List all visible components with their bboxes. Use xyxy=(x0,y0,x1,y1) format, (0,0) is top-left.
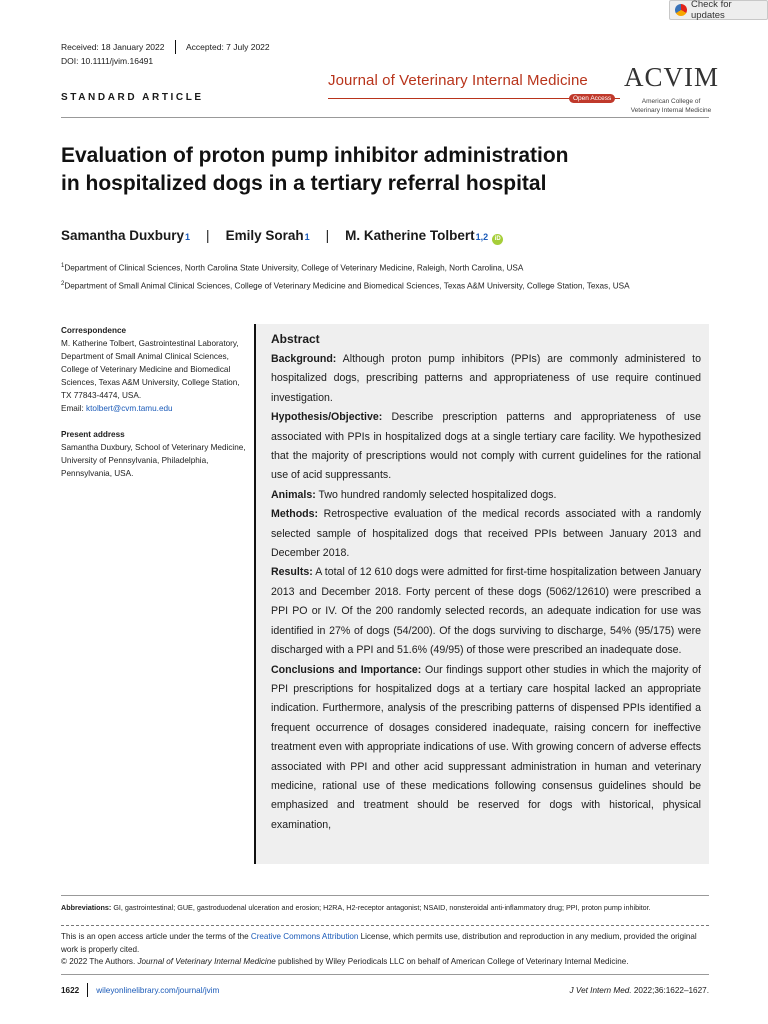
page-footer xyxy=(61,983,709,997)
author-separator: | xyxy=(325,228,330,243)
citation-details: 2022;36:1622–1627. xyxy=(631,985,709,995)
abstract-section-text: Our findings support other studies in which the majority of PPI prescriptions for hospitalized dogs at a tertiary care hospital lacked an appropriate indication. Furthermore, analysis of the prescribing patterns of dispensed PPIs identified a frequent occurrence of dosages considered inadequate, raising concern for ineffective treatment even with appropriate indications of use. With growing concern of adverse effects associated with PPI and other acid suppressant administration in human and veterinary medicine, rational use of these medications following consensus guidelines should be emphasized and treatment should be reserved for dogs with historical, physical examination, xyxy=(271,663,701,831)
author-name[interactable]: M. Katherine Tolbert xyxy=(345,228,475,243)
check-for-updates-button[interactable] xyxy=(669,0,768,20)
received-date: Received: 18 January 2022 xyxy=(61,42,165,52)
affiliation-number: 2 xyxy=(61,281,65,287)
title-line-2: in hospitalized dogs in a tertiary referral hospital xyxy=(61,172,547,195)
orcid-icon[interactable]: iD xyxy=(492,234,503,245)
author-affiliation-ref[interactable]: 1 xyxy=(185,232,191,242)
dates-row xyxy=(61,40,270,54)
abstract-section xyxy=(271,350,701,408)
author-affiliation-ref[interactable]: 1,2 xyxy=(475,232,489,242)
copyright-pre: © 2022 The Authors. xyxy=(61,957,138,966)
title-line-1: Evaluation of proton pump inhibitor administration xyxy=(61,144,569,167)
affiliation-2 xyxy=(61,281,630,291)
affiliation-text: Department of Small Animal Clinical Sciences, College of Veterinary Medicine and Biomedical Sciences, Texas A&M University, College Station, Texas, USA xyxy=(64,281,630,291)
abstract-section xyxy=(271,661,701,836)
present-address-body: Samantha Duxbury, School of Veterinary Medicine, University of Pennsylvania, Philadelphia, Pennsylvania, USA. xyxy=(61,443,246,478)
abstract-section-text: Describe prescription patterns and appropriateness of use associated with PPIs in hospitalized dogs at a single tertiary care facility. We hypothesized that the majority of prescriptions would not comply with current guidelines for the rational use of acid suppressants. xyxy=(271,411,701,482)
journal-name[interactable]: Journal of Veterinary Internal Medicine xyxy=(328,72,588,89)
copyright-journal: Journal of Veterinary Internal Medicine xyxy=(137,957,276,966)
abstract-section-text: A total of 12 610 dogs were admitted for first-time hospitalization between January 2013 and December 2018. Forty percent of these dogs (5062/12610) were prescribed a PPI PO or IV. Of the 200 randomly selected records, an adequate indication for use was identified in 27% of dogs (54/200). Of the dogs surviving to discharge, 54% (95/175) were discharged with a PPI and 51.6% (49/95) of those were prescribed an inadequate dose. xyxy=(271,566,701,657)
abstract-section-text: Retrospective evaluation of the medical records associated with a randomly selected sample of hospitalized dogs that received PPIs between January 2013 and December 2018. xyxy=(271,508,701,560)
abstract-section-label: Animals: xyxy=(271,488,316,501)
license-divider xyxy=(61,925,709,926)
license-post: License, which permits use, distribution and reproduction in any medium, provided the original work is properly cited. xyxy=(61,932,697,954)
copyright-post: published by Wiley Periodicals LLC on behalf of American College of Veterinary Internal Medicine. xyxy=(275,957,629,966)
citation xyxy=(570,986,709,995)
author-affiliation-ref[interactable]: 1 xyxy=(304,232,310,242)
abbreviations xyxy=(61,903,709,912)
abstract-section-label: Background: xyxy=(271,353,337,365)
open-access-badge: Open Access xyxy=(569,94,615,103)
abstract-section xyxy=(271,505,701,563)
author-name[interactable]: Samantha Duxbury xyxy=(61,228,185,243)
creative-commons-link[interactable]: Creative Commons Attribution xyxy=(250,932,359,941)
author-name[interactable]: Emily Sorah xyxy=(225,228,304,243)
doi[interactable]: DOI: 10.1111/jvim.16491 xyxy=(61,56,154,66)
abbreviations-text: GI, gastrointestinal; GUE, gastroduodenal ulceration and erosion; H2RA, H2-receptor antagonist; NSAID, nonsteroidal anti-inflammatory drug; PPI, proton pump inhibitor. xyxy=(111,903,651,912)
abstract-heading: Abstract xyxy=(271,332,320,346)
abstract-section-text: Two hundred randomly selected hospitalized dogs. xyxy=(315,488,557,501)
abstract-section-label: Conclusions and Importance: xyxy=(271,663,422,676)
sidebar-notes xyxy=(61,324,251,480)
abstract-section-label: Hypothesis/Objective: xyxy=(271,411,383,424)
abstract-content xyxy=(271,330,701,835)
abstract-accent-bar xyxy=(254,324,256,864)
dates-divider xyxy=(175,40,177,54)
email-label: Email: xyxy=(61,404,87,413)
license-pre: This is an open access article under the terms of the xyxy=(61,932,251,941)
abstract-section-text: Although proton pump inhibitors (PPIs) are commonly administered to hospitalized dogs, prescribing patterns and appropriateness of use require continued investigation. xyxy=(271,353,701,404)
accepted-date: Accepted: 7 July 2022 xyxy=(186,42,270,52)
footer-divider xyxy=(61,974,709,975)
acvim-logo-subtitle: American College of Veterinary Internal Medicine xyxy=(630,98,712,114)
affiliation-number: 1 xyxy=(61,263,65,269)
abstract-section xyxy=(271,408,701,486)
license-notice xyxy=(61,931,709,969)
crossmark-icon xyxy=(675,4,687,16)
abstract-section xyxy=(271,563,701,660)
email-link[interactable]: ktolbert@cvm.tamu.edu xyxy=(86,404,173,413)
journal-url-link[interactable]: wileyonlinelibrary.com/journal/jvim xyxy=(96,985,220,995)
check-for-updates-label: Check for updates xyxy=(691,0,732,21)
abbreviations-divider xyxy=(61,895,709,896)
copyright-line xyxy=(61,956,709,969)
correspondence-heading: Correspondence xyxy=(61,326,127,335)
header-divider xyxy=(61,117,709,118)
license-line xyxy=(61,931,709,956)
author-list xyxy=(61,228,503,245)
acvim-logo: ACVIM xyxy=(624,62,720,92)
affiliation-text: Department of Clinical Sciences, North Carolina State University, College of Veterinary Medicine, Raleigh, North Carolina, USA xyxy=(64,263,524,273)
abbreviations-label: Abbreviations: xyxy=(61,903,112,912)
author-separator: | xyxy=(206,228,210,243)
affiliation-1 xyxy=(61,263,523,273)
citation-journal: J Vet Intern Med. xyxy=(569,985,632,995)
present-address-heading: Present address xyxy=(61,430,125,439)
footer-divider-bar xyxy=(87,983,88,997)
correspondence-email-line xyxy=(61,402,251,415)
article-title xyxy=(61,142,661,198)
abstract-section-label: Results: xyxy=(271,566,313,579)
page-number: 1622 xyxy=(61,985,80,995)
correspondence-body: M. Katherine Tolbert, Gastrointestinal Laboratory, Department of Small Animal Clinical Sciences, College of Veterinary Medicine and Biomedical Sciences, Texas A&M University, College Station, TX 77843-4474, USA. xyxy=(61,339,240,400)
abstract-section xyxy=(271,486,701,505)
article-type: STANDARD ARTICLE xyxy=(61,92,204,103)
abstract-section-label: Methods: xyxy=(271,508,319,521)
